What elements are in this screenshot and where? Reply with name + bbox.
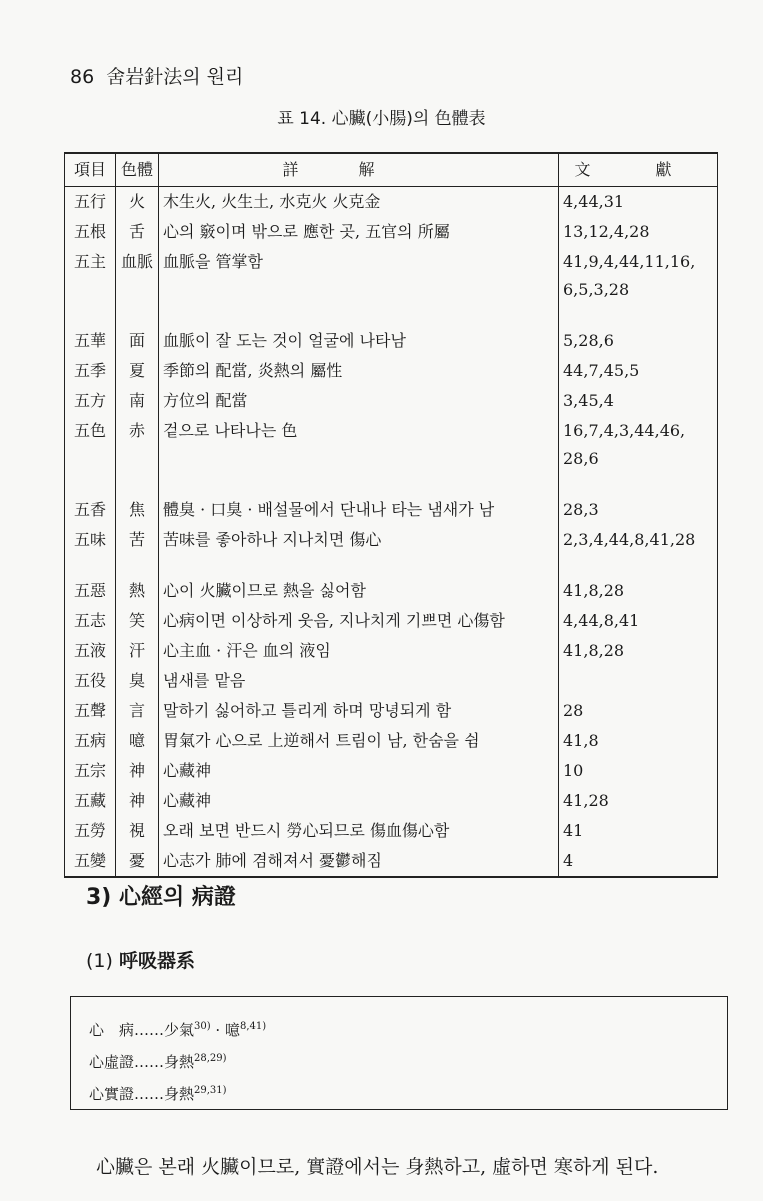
table-row bbox=[65, 636, 718, 666]
row-color: 臭 bbox=[116, 666, 159, 696]
row-detail: 心藏神 bbox=[159, 756, 559, 786]
row-item: 五色 bbox=[65, 416, 116, 495]
table-row bbox=[65, 525, 718, 576]
row-reference: 44,7,45,5 bbox=[559, 356, 718, 386]
row-color: 笑 bbox=[116, 606, 159, 636]
body-paragraph: 心臟은 본래 火臟이므로, 實證에서는 身熱하고, 虛하면 寒하게 된다. bbox=[96, 1156, 659, 1178]
row-reference: 16,7,4,3,44,46, 28,6 bbox=[559, 416, 718, 495]
subsection-title: 呼吸器系 bbox=[118, 950, 195, 972]
row-color: 言 bbox=[116, 696, 159, 726]
row-reference: 5,28,6 bbox=[559, 326, 718, 356]
citation: 28,29) bbox=[194, 1053, 227, 1064]
row-item: 五方 bbox=[65, 386, 116, 416]
row-reference: 41,8,28 bbox=[559, 636, 718, 666]
row-reference: 28,3 bbox=[559, 495, 718, 525]
table-row bbox=[65, 217, 718, 247]
row-detail: 心의 竅이며 밖으로 應한 곳, 五官의 所屬 bbox=[159, 217, 559, 247]
column-header-item: 項目 bbox=[65, 153, 116, 187]
row-detail: 木生火, 火生土, 水克火 火克金 bbox=[159, 187, 559, 218]
row-detail: 血脈이 잘 도는 것이 얼굴에 나타남 bbox=[159, 326, 559, 356]
row-color: 神 bbox=[116, 786, 159, 816]
row-color: 血脈 bbox=[116, 247, 159, 326]
row-color: 火 bbox=[116, 187, 159, 218]
row-detail: 季節의 配當, 炎熱의 屬性 bbox=[159, 356, 559, 386]
symptom-line bbox=[89, 1011, 709, 1043]
row-item: 五志 bbox=[65, 606, 116, 636]
row-color: 神 bbox=[116, 756, 159, 786]
row-item: 五香 bbox=[65, 495, 116, 525]
citation: 30) bbox=[194, 1021, 211, 1032]
row-item: 五變 bbox=[65, 846, 116, 877]
row-reference: 41,8 bbox=[559, 726, 718, 756]
row-detail: 心이 火臟이므로 熱을 싫어함 bbox=[159, 576, 559, 606]
row-reference: 10 bbox=[559, 756, 718, 786]
row-item: 五宗 bbox=[65, 756, 116, 786]
book-title: 舍岩針法의 원리 bbox=[106, 66, 244, 88]
row-color: 苦 bbox=[116, 525, 159, 576]
page-header bbox=[70, 62, 243, 89]
table-row bbox=[65, 356, 718, 386]
row-item: 五聲 bbox=[65, 696, 116, 726]
row-color: 焦 bbox=[116, 495, 159, 525]
row-item: 五味 bbox=[65, 525, 116, 576]
row-detail: 心志가 肺에 겸해져서 憂鬱해짐 bbox=[159, 846, 559, 877]
row-reference: 3,45,4 bbox=[559, 386, 718, 416]
table-row bbox=[65, 726, 718, 756]
citation: 8,41) bbox=[239, 1021, 267, 1032]
row-color: 南 bbox=[116, 386, 159, 416]
section-title: 3) 心經의 病證 bbox=[86, 885, 236, 910]
table-header-row bbox=[65, 153, 718, 187]
row-item: 五役 bbox=[65, 666, 116, 696]
symptom-box bbox=[70, 996, 728, 1110]
row-color: 噫 bbox=[116, 726, 159, 756]
row-color: 汗 bbox=[116, 636, 159, 666]
row-color: 熱 bbox=[116, 576, 159, 606]
row-item: 五藏 bbox=[65, 786, 116, 816]
row-item: 五病 bbox=[65, 726, 116, 756]
table-row bbox=[65, 786, 718, 816]
symptom-line bbox=[89, 1043, 709, 1075]
table-row bbox=[65, 326, 718, 356]
table-row bbox=[65, 386, 718, 416]
row-reference bbox=[559, 666, 718, 696]
row-reference: 4,44,31 bbox=[559, 187, 718, 218]
table-row bbox=[65, 846, 718, 877]
row-detail: 心病이면 이상하게 웃음, 지나치게 기쁘면 心傷함 bbox=[159, 606, 559, 636]
subsection-number: (1) bbox=[86, 950, 113, 972]
row-color: 憂 bbox=[116, 846, 159, 877]
column-header-color: 色體 bbox=[116, 153, 159, 187]
row-reference: 41,9,4,44,11,16, 6,5,3,28 bbox=[559, 247, 718, 326]
row-color: 夏 bbox=[116, 356, 159, 386]
table-row bbox=[65, 606, 718, 636]
row-detail: 心藏神 bbox=[159, 786, 559, 816]
row-item: 五根 bbox=[65, 217, 116, 247]
row-item: 五勞 bbox=[65, 816, 116, 846]
row-detail: 말하기 싫어하고 틀리게 하며 망녕되게 함 bbox=[159, 696, 559, 726]
table-row bbox=[65, 816, 718, 846]
table-row bbox=[65, 495, 718, 525]
table-row bbox=[65, 576, 718, 606]
row-color: 舌 bbox=[116, 217, 159, 247]
row-reference: 2,3,4,44,8,41,28 bbox=[559, 525, 718, 576]
table-row bbox=[65, 756, 718, 786]
color-body-table bbox=[64, 152, 718, 878]
subsection-heading bbox=[86, 946, 195, 973]
row-detail: 겉으로 나타나는 色 bbox=[159, 416, 559, 495]
row-reference: 41,8,28 bbox=[559, 576, 718, 606]
row-detail: 血脈을 管掌함 bbox=[159, 247, 559, 326]
row-detail: 苦味를 좋아하나 지나치면 傷心 bbox=[159, 525, 559, 576]
row-reference: 28 bbox=[559, 696, 718, 726]
page-number: 86 bbox=[70, 66, 95, 88]
row-color: 視 bbox=[116, 816, 159, 846]
row-detail: 方位의 配當 bbox=[159, 386, 559, 416]
row-detail: 오래 보면 반드시 勞心되므로 傷血傷心함 bbox=[159, 816, 559, 846]
table-row bbox=[65, 187, 718, 218]
symptom-tail: · 噫 bbox=[210, 1021, 240, 1039]
row-item: 五液 bbox=[65, 636, 116, 666]
row-reference: 41 bbox=[559, 816, 718, 846]
symptom-line bbox=[89, 1075, 709, 1107]
row-item: 五惡 bbox=[65, 576, 116, 606]
row-item: 五主 bbox=[65, 247, 116, 326]
row-color: 赤 bbox=[116, 416, 159, 495]
table-caption: 표 14. 心臟(小腸)의 色體表 bbox=[277, 109, 486, 129]
row-detail: 胃氣가 心으로 上逆해서 트림이 남, 한숨을 쉼 bbox=[159, 726, 559, 756]
row-reference: 4 bbox=[559, 846, 718, 877]
row-item: 五季 bbox=[65, 356, 116, 386]
column-header-detail: 詳解 bbox=[159, 153, 559, 187]
table-row bbox=[65, 416, 718, 495]
row-reference: 41,28 bbox=[559, 786, 718, 816]
row-item: 五華 bbox=[65, 326, 116, 356]
column-header-reference: 文 獻 bbox=[559, 153, 718, 187]
row-detail: 心主血 · 汗은 血의 液임 bbox=[159, 636, 559, 666]
table-row bbox=[65, 247, 718, 326]
row-reference: 13,12,4,28 bbox=[559, 217, 718, 247]
row-item: 五行 bbox=[65, 187, 116, 218]
row-reference: 4,44,8,41 bbox=[559, 606, 718, 636]
symptom-text: 心 病……少氣 bbox=[89, 1021, 195, 1039]
citation: 29,31) bbox=[194, 1085, 227, 1096]
symptom-text: 心虛證……身熱 bbox=[89, 1053, 195, 1071]
row-detail: 體臭 · 口臭 · 배설물에서 단내나 타는 냄새가 남 bbox=[159, 495, 559, 525]
symptom-text: 心實證……身熱 bbox=[89, 1085, 195, 1103]
table-row bbox=[65, 696, 718, 726]
table-row bbox=[65, 666, 718, 696]
row-detail: 냄새를 맡음 bbox=[159, 666, 559, 696]
row-color: 面 bbox=[116, 326, 159, 356]
